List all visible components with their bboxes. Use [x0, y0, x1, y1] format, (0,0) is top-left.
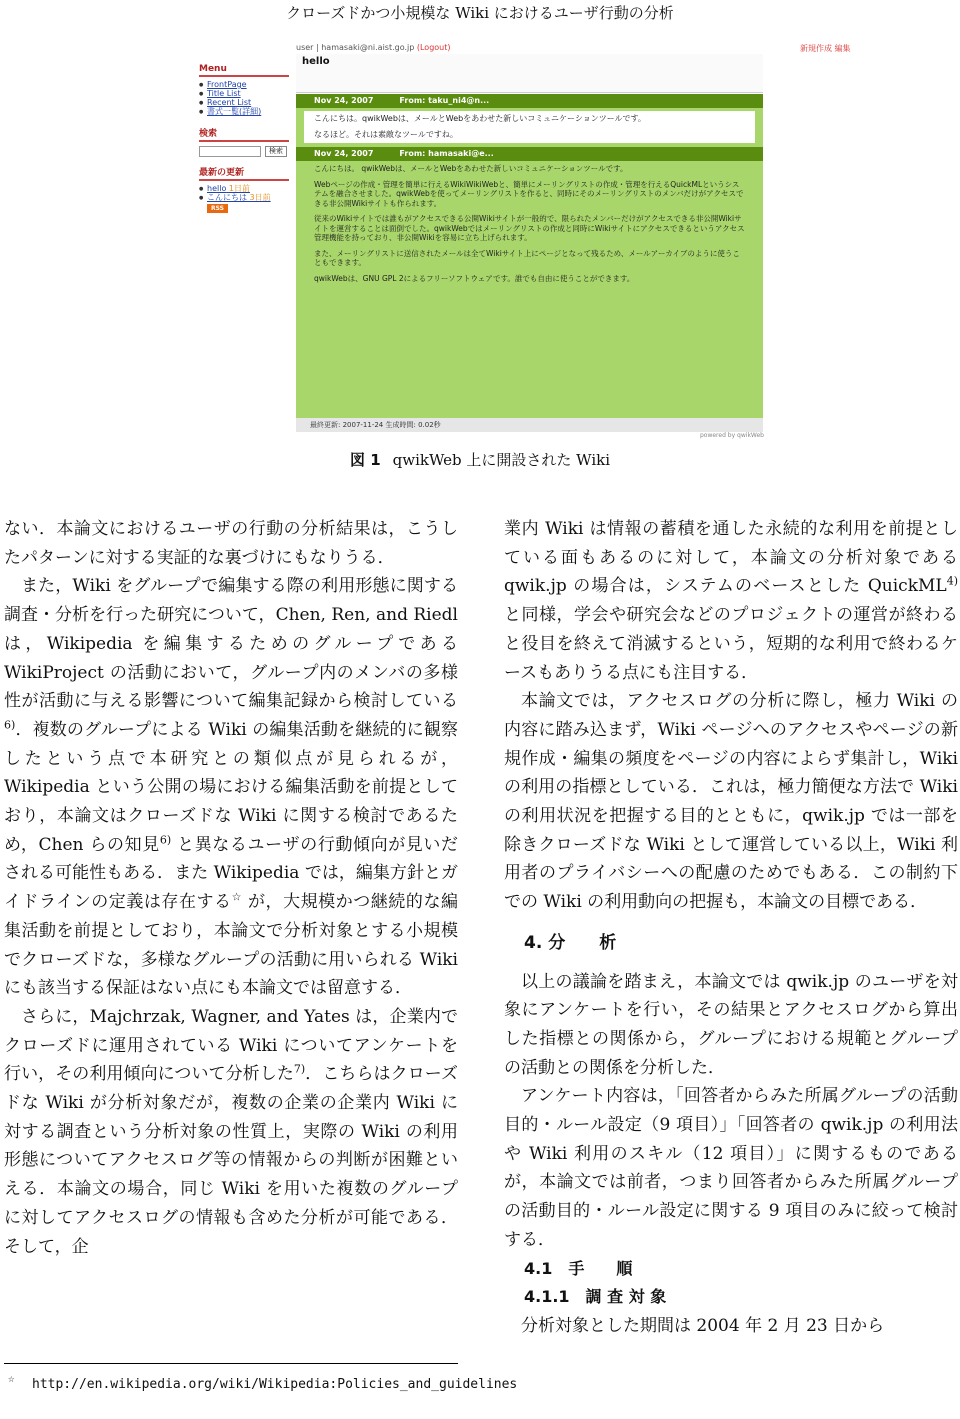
paragraph: 以上の議論を踏まえ，本論文では qwik.jp のユーザを対象にアンケートを行い，その結果とアクセスログから算出した指標との関係から，グループにおける規範とグループの活動との関係を分析した．	[504, 971, 958, 1078]
screenshot-sidebar	[199, 64, 289, 213]
footnote-rule	[4, 1363, 458, 1364]
qwikweb-screenshot	[193, 40, 851, 440]
wiki-page-title-box	[296, 54, 763, 93]
search-heading: 検索	[199, 126, 289, 142]
wiki-footer: 最終更新: 2007-11-24 生成時間: 0.02秒	[296, 418, 763, 432]
message-header: Nov 24, 2007 From: hamasaki@e...	[296, 147, 763, 161]
rss-badge[interactable]: RSS	[207, 204, 228, 213]
menu-item[interactable]: ● Title List	[199, 89, 289, 98]
topbar-actions[interactable]: 新規作成 編集	[800, 44, 851, 53]
user-info: user | hamasaki@ni.aist.go.jp	[296, 43, 415, 52]
footnote-url[interactable]: http://en.wikipedia.org/wiki/Wikipedia:Policies_and_guidelines	[32, 1377, 518, 1392]
subsection-heading: 4.1 手 順	[524, 1258, 633, 1278]
screenshot-topbar	[296, 41, 851, 54]
footnote: ☆ http://en.wikipedia.org/wiki/Wikipedia:Policies_and_guidelines	[8, 1374, 458, 1396]
logout-link[interactable]: (Logout)	[416, 43, 451, 52]
menu-item[interactable]: ● 書式一覧(詳細)	[199, 107, 289, 116]
subsubsection-heading: 4.1.1 調 査 対 象	[524, 1287, 667, 1307]
running-header: クローズドかつ小規模な Wiki におけるユーザ行動の分析	[286, 4, 674, 22]
left-column	[4, 515, 458, 1261]
message-body: こんにちは。 qwikWebは、メールとWebをあわせた新しいコミュニケーションツールです。 Webページの作成・管理を簡単に行えるWikiWikiWebと、簡単にメーリングリストの作成・管理を行えるQuickMLというシステムを融合させました。qwikWebを使ってメーリングリストを作ると、同時にそのメーリングリストのメンバだけがアクセスできる非公開Wikiサイトも作られます。 従来のWikiサイトでは誰もがアクセスできる公開Wikiサイトが一般的で、限られたメンバーだけがアクセスできる非公開Wikiサイトを運営することは面倒でした。qwikWebではメーリングリストの作成と同時にWikiサイトにアクセスできるというアクセス管理機能を持っており、非公開Wikiを容易に立ち上げられます。 また、メーリングリストに送信されたメールは全てWikiサイト上にページとなって残るため、メールアーカイブのように使うこともできます。 qwikWebは、GNU GPL 2によるフリーソフトウェアです。誰でも自由に使うことができます。	[314, 164, 745, 283]
figure-caption: 図 1 qwikWeb 上に開設された Wiki	[349, 451, 611, 469]
paragraph: 本論文では，アクセスログの分析に際し，極力 Wiki の内容に踏み込まず，Wiki ページへのアクセスやページの新規作成・編集の頻度をページの内容によらず集計し，Wiki の利用の指標としている．これは，極力簡便な方法で Wiki の利用状況を把握する目的とともに，qwik.jp では一部を除きクローズドな Wiki として運営している以上，Wiki 利用者のプライバシーへの配慮のためでもある．この制約下での Wiki の利用動向の把握も，本論文の目標である．	[504, 691, 958, 913]
paragraph: また，Wiki をグループで編集する際の利用形態に関する調査・分析を行った研究について，Chen, Ren, and Riedl は，Wikipedia を編集するためのグループである WikiProject の活動において，グループ内のメンバの多様性が活動に与える影響について編集記録から検討している $^{6)}$．複数のグループによる Wiki の編集活動を継続的に観察したという点で本研究との類似点が見られるが，Wikipedia という公開の場における編集活動を前提としており，本論文はクローズドな Wiki に関する検討であるため，Chen らの知見$^{6)}$ と異なるユーザの行動傾向が見いだされる可能性もある．また Wikipedia では，編集方針とガイドラインの定義は存在する☆ が，大規模かつ継続的な編集活動を前提としており，本論文で分析対象とする小規模でクローズドな，多様なグループの活動に用いられる Wiki にも該当する保証はない点にも本論文では留意する．	[4, 576, 458, 999]
search-input[interactable]	[199, 146, 261, 157]
menu-heading: Menu	[199, 64, 289, 77]
wiki-content	[296, 94, 763, 418]
paragraph: アンケート内容は，「回答者からみた所属グループの活動目的・ルール設定（9 項目）」「回答者の qwik.jp の利用法や Wiki 利用のスキル（12 項目）」に関するものであるが，本論文では前者，つまり回答者からみた所属グループの活動目的・ルール設定に関する 9 項目のみに絞って検討する．	[504, 1086, 958, 1250]
powered-by: powered by qwikWeb	[699, 432, 764, 439]
menu-item[interactable]: ● Recent List	[199, 98, 289, 107]
paragraph: 分析対象とした期間は 2004 年 2 月 23 日から	[521, 1315, 885, 1336]
paragraph: さらに，Majchrzak, Wagner, and Yates は，企業内でクローズドに運用されている Wiki についてアンケートを行い，その利用傾向について分析した$^{7)}$．こちらはクローズドな Wiki が分析対象だが，複数の企業の企業内 Wiki に対する調査という分析対象の性質上，実際の Wiki の利用形態についてアクセスログ等の情報からの判断が困難といえる．本論文の場合，同じ Wiki を用いた複数のグループに対してアクセスログの情報も含めた分析が可能である．そして，企	[4, 1006, 458, 1257]
wiki-page-title: hello	[302, 56, 330, 67]
search-button[interactable]: 検索	[265, 146, 287, 157]
recent-item[interactable]: ● hello 1日前	[199, 184, 289, 193]
section-heading: 4. 分 析	[524, 932, 617, 953]
paragraph: ない．本論文におけるユーザの行動の分析結果は，こうしたパターンに対する実証的な裏づけにもなりうる．	[4, 519, 458, 568]
recent-heading: 最新の更新	[199, 165, 289, 181]
message-header: Nov 24, 2007 From: taku_ni4@n...	[296, 94, 763, 108]
recent-item[interactable]: ● こんにちは 3日前	[199, 193, 289, 202]
menu-item[interactable]: ● FrontPage	[199, 80, 289, 89]
right-column	[504, 515, 958, 1341]
message-body: こんにちは。qwikWebは、メールとWebをあわせた新しいコミュニケーションツールです。 なるほど。それは素敵なツールですね。	[304, 111, 755, 143]
paragraph: 業内 Wiki は情報の蓄積を通した永続的な利用を前提としている面もあるのに対して，本論文の分析対象である qwik.jp の場合は，システムのベースとした QuickML$^{4)}$ と同様，学会や研究会などのプロジェクトの運営が終わると役目を終えて消滅するという，短期的な利用で終わるケースもありうる点にも注目する．	[504, 519, 958, 683]
